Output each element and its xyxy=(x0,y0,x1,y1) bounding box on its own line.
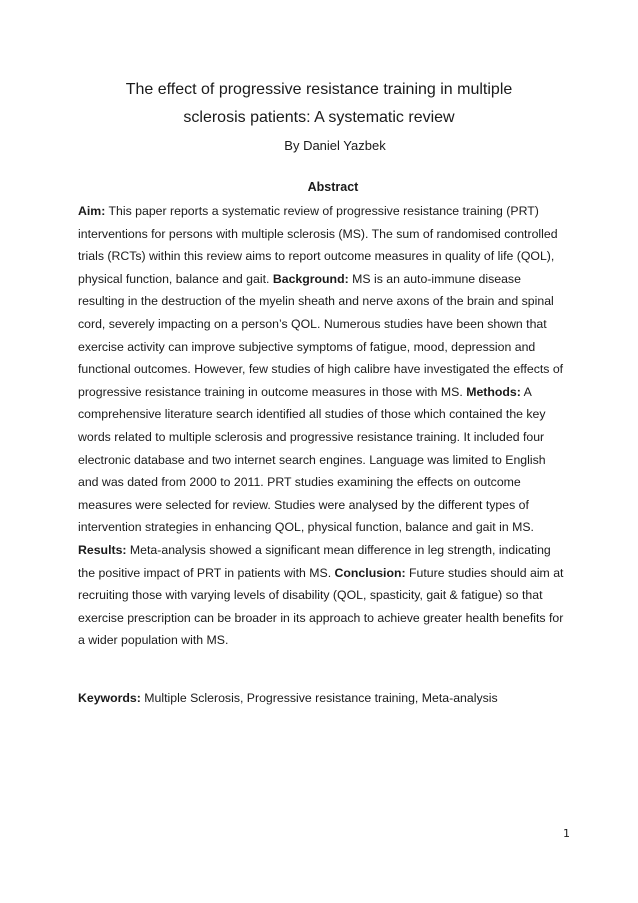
results-label: Results: xyxy=(78,542,127,557)
paper-title xyxy=(60,76,578,132)
abstract-body xyxy=(78,200,566,652)
keywords-label: Keywords: xyxy=(78,691,141,705)
author-line: By Daniel Yazbek xyxy=(284,138,386,153)
abstract-heading: Abstract xyxy=(307,180,359,194)
conclusion-text: Future studies should aim at recruiting those with varying levels of disability (QOL, spasticity, gait & fatigue) so that exercise prescription can be broader in its approach to achieve greater health benefits for a wider population with MS. xyxy=(78,565,564,648)
methods-text: A comprehensive literature search identified all studies of those which contained the key words related to multiple sclerosis and progressive resistance training. It included four electronic database and two internet search engines. Language was limited to English and was dated from 2000 to 2011. PRT studies examining the effects on outcome measures were selected for review. Studies were analysed by the different types of intervention strategies in enhancing QOL, physical function, balance and gait in MS. xyxy=(78,384,546,535)
background-label: Background: xyxy=(272,271,349,286)
keywords-line xyxy=(78,689,578,707)
paper-title-line-2: sclerosis patients: A systematic review xyxy=(183,109,455,126)
aim-text: This paper reports a systematic review of progressive resistance training (PRT) interventions for persons with multiple sclerosis (MS). The sum of randomised controlled trials (RCTs) within this review aims to report outcome measures in quality of life (QOL), physical function, balance and gait. xyxy=(78,204,558,286)
conclusion-label: Conclusion: xyxy=(334,565,406,580)
results-text: Meta-analysis showed a significant mean difference in leg strength, indicating the positive impact of PRT in patients with MS. xyxy=(78,542,551,580)
methods-label: Methods: xyxy=(466,384,521,399)
background-text: MS is an auto-immune disease resulting in the destruction of the myelin sheath and nerve axons of the brain and spinal cord, severely impacting on a person’s QOL. Numerous studies have been shown that exercise activity can improve subjective symptoms of fatigue, mood, depression and functional outcomes. However, few studies of high calibre have investigated the effects of progressive resistance training in outcome measures in those with MS. xyxy=(78,271,564,399)
keywords-text: Multiple Sclerosis, Progressive resistance training, Meta-analysis xyxy=(140,691,498,705)
page-number: 1 xyxy=(563,827,570,840)
paper-title-line-1: The effect of progressive resistance training in multiple xyxy=(125,81,513,98)
aim-label: Aim: xyxy=(78,204,106,218)
